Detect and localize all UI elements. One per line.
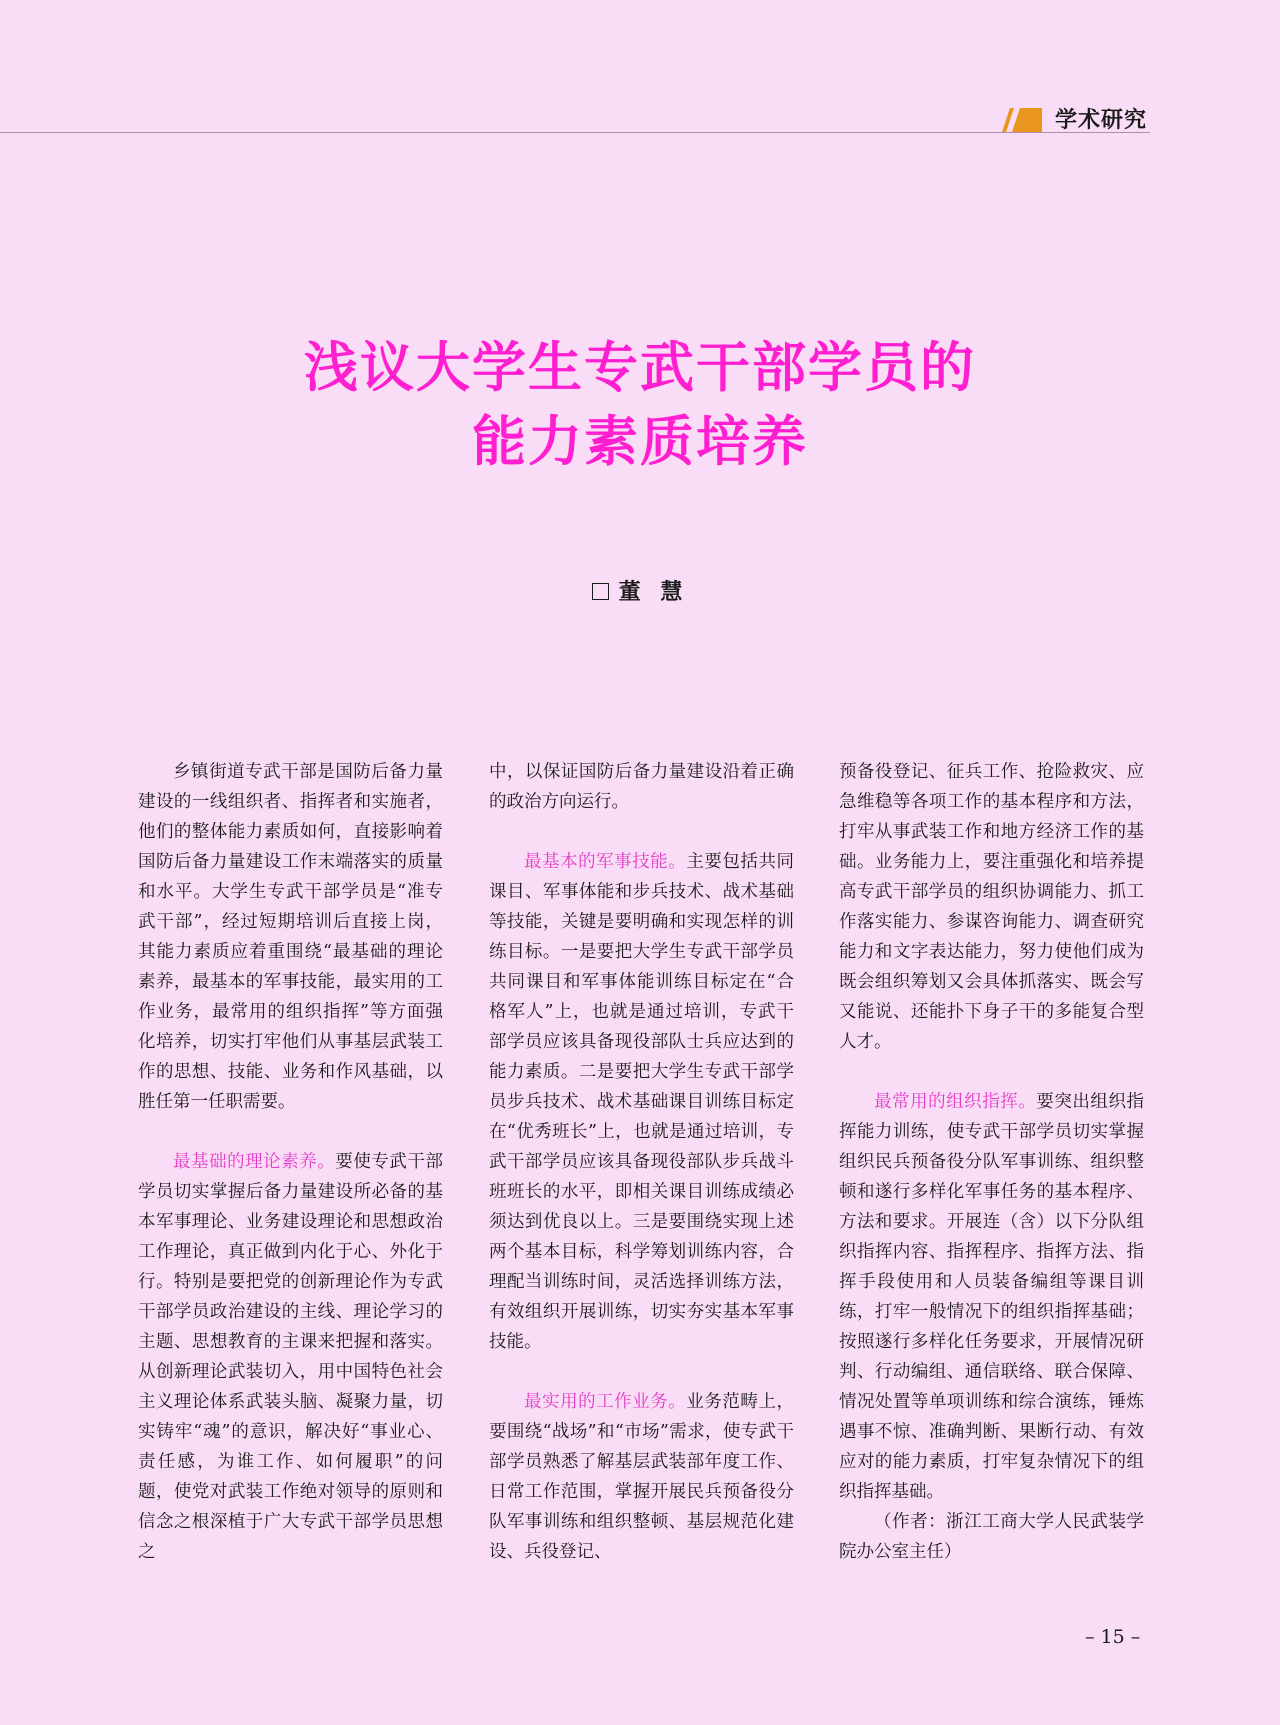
column-3 (839, 757, 1144, 1567)
section-1-text: 要使专武干部学员切实掌握后备力量建设所必备的基本军事理论、业务建设理论和思想政治工作理论，真正做到内化于心、外化于行。特别是要把党的创新理论作为专武干部学员政治建设的主线、理论学习的主题、思想教育的主课来把握和落实。从创新理论武装切入，用中国特色社会主义理论体系武装头脑、凝聚力量，切实铸牢“魂”的意识，解决好“事业心、责任感，为谁工作、如何履职”的问题，使党对武装工作绝对领导的原则和信念之根深植于广大专武干部学员思想之 (138, 1152, 444, 1562)
author-box-icon (592, 583, 609, 600)
section-label: 学术研究 (1055, 108, 1148, 133)
section-3-continuation: 预备役登记、征兵工作、抢险救灾、应急维稳等各项工作的基本程序和方法，打牢从事武装工作和地方经济工作的基础。业务能力上，要注重强化和培养提高专武干部学员的组织协调能力、抓工作落实能力、参谋咨询能力、调查研究能力和文字表达能力，努力使他们成为既会组织筹划又会具体抓落实、既会写又能说、还能扑下身子干的多能复合型人才。 (839, 762, 1144, 1052)
section-3-paragraph (489, 1387, 794, 1567)
column-2 (489, 757, 794, 1567)
section-2-paragraph (489, 847, 794, 1357)
article-title (0, 330, 1280, 478)
author-name: 董 慧 (618, 580, 689, 605)
section-2-heading: 最基本的军事技能。 (524, 852, 687, 872)
section-4-heading: 最常用的组织指挥。 (874, 1092, 1037, 1112)
section-4-text: 要突出组织指挥能力训练，使专武干部学员切实掌握组织民兵预备役分队军事训练、组织整顿和遂行多样化军事任务的基本程序、方法和要求。开展连（含）以下分队组织指挥内容、指挥程序、指挥方法、指挥手段使用和人员装备编组等课目训练，打牢一般情况下的组织指挥基础；按照遂行多样化任务要求，开展情况研判、行动编组、通信联络、联合保障、情况处置等单项训练和综合演练，锤炼遇事不惊、准确判断、果断行动、有效应对的能力素质，打牢复杂情况下的组织指挥基础。 (839, 1092, 1145, 1502)
author-line (0, 575, 1280, 606)
author-byline: （作者：浙江工商大学人民武装学院办公室主任） (839, 1512, 1144, 1562)
section-1-paragraph (138, 1147, 443, 1567)
section-1-heading: 最基础的理论素养。 (173, 1152, 336, 1172)
section-marker-icon (998, 108, 1042, 132)
section-2-text: 主要包括共同课目、军事体能和步兵技术、战术基础等技能，关键是要明确和实现怎样的训练目标。一是要把大学生专武干部学员共同课目和军事体能训练目标定在“合格军人”上，也就是通过培训，专武干部学员应该具备现役部队士兵应达到的能力素质。二是要把大学生专武干部学员步兵技术、战术基础课目训练目标定在“优秀班长”上，也就是通过培训，专武干部学员应该具备现役部队步兵战斗班班长的水平，即相关课目训练成绩必须达到优良以上。三是要围绕实现上述两个基本目标，科学筹划训练内容，合理配当训练时间，灵活选择训练方法，有效组织开展训练，切实夯实基本军事技能。 (489, 852, 795, 1352)
page-number: – 15 – (1085, 1626, 1141, 1648)
header-rule (0, 132, 1150, 133)
section-3-text: 业务范畴上，要围绕“战场”和“市场”需求，使专武干部学员熟悉了解基层武装部年度工作、日常工作范围，掌握开展民兵预备役分队军事训练和组织整顿、基层规范化建设、兵役登记、 (489, 1392, 795, 1562)
section-4-paragraph (839, 1087, 1144, 1507)
column-1 (138, 757, 443, 1567)
title-line-2: 能力素质培养 (472, 409, 808, 473)
section-1-continuation: 中，以保证国防后备力量建设沿着正确的政治方向运行。 (489, 762, 794, 812)
section-3-heading: 最实用的工作业务。 (524, 1392, 687, 1412)
title-line-1: 浅议大学生专武干部学员的 (304, 335, 976, 399)
intro-paragraph: 乡镇街道专武干部是国防后备力量建设的一线组织者、指挥者和实施者，他们的整体能力素质如何，直接影响着国防后备力量建设工作末端落实的质量和水平。大学生专武干部学员是“准专武干部”，经过短期培训后直接上岗，其能力素质应着重围绕“最基础的理论素养，最基本的军事技能，最实用的工作业务，最常用的组织指挥”等方面强化培养，切实打牢他们从事基层武装工作的思想、技能、业务和作风基础，以胜任第一任职需要。 (138, 762, 443, 1112)
